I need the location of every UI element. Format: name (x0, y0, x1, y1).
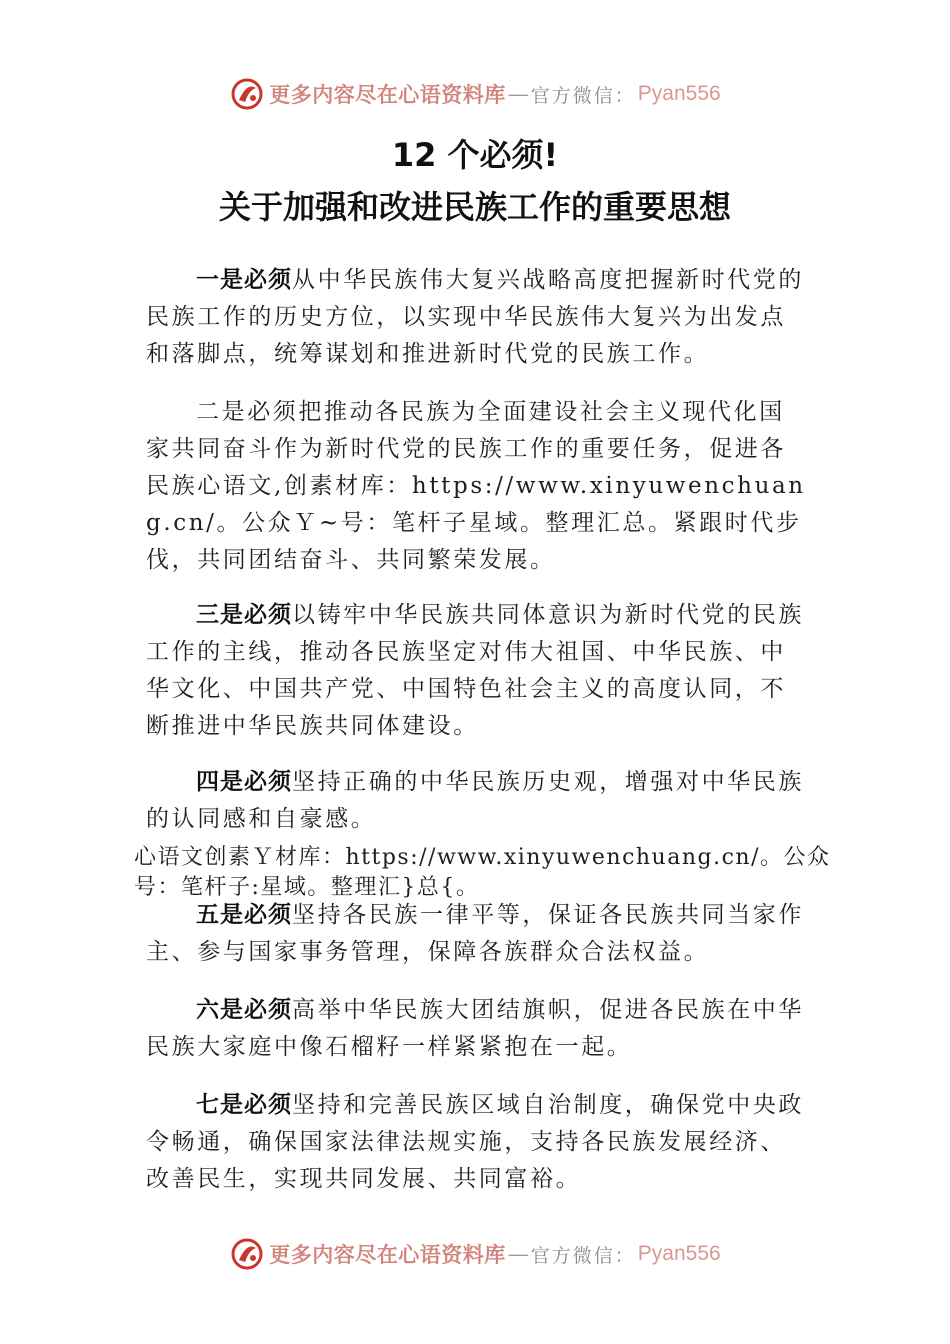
banner-slogan: 更多内容尽在心语资料库 (269, 82, 506, 107)
paragraph-lead: 六是必须 (196, 997, 292, 1023)
banner-separator: — (507, 1242, 529, 1266)
paragraph-lead: 五是必须 (196, 902, 292, 928)
paragraph-4 (146, 764, 810, 838)
paragraph-lead: 三是必须 (196, 602, 292, 628)
paragraph-text: 二是必须把推动各民族为全面建设社会主义现代化国家共同奋斗作为新时代党的民族工作的重要任务，促进各民族心语文,创素材库：https://www.xinyuwenchuang.cn/。公众Ｙ~号：笔杆子星域。整理汇总。紧跟时代步伐，共同团结奋斗、共同繁荣发展。 (146, 399, 806, 573)
page-title-line2: 关于加强和改进民族工作的重要思想 (218, 188, 731, 226)
paragraph-lead: 一是必须 (196, 267, 292, 293)
paragraph-lead: 七是必须 (196, 1092, 292, 1118)
paragraph-2 (146, 394, 810, 579)
paragraph-7 (146, 1087, 810, 1198)
banner-wechat-id: Pyan556 (637, 82, 721, 105)
paragraph-5 (146, 897, 810, 971)
page-title-line1: 12 个必须! (391, 136, 559, 174)
banner-wechat-id: Pyan556 (637, 1242, 721, 1265)
banner-wechat-label: 官方微信： (530, 84, 636, 107)
paragraph-text: 坚持各民族一律平等，保证各民族共同当家作主、参与国家事务管理，保障各族群众合法权益。 (146, 902, 804, 965)
header-banner (0, 74, 950, 114)
logo-icon (229, 76, 265, 112)
banner-slogan: 更多内容尽在心语资料库 (269, 1242, 506, 1267)
inserted-note: 心语文创素Ｙ材库：https://www.xinyuwenchuang.cn/。公众号：笔杆子:星域。整理汇}总{。 (134, 845, 831, 900)
paragraph-3 (146, 597, 810, 745)
banner-separator: — (507, 82, 529, 106)
paragraph-1 (146, 262, 810, 373)
banner-wechat-label: 官方微信： (530, 1244, 636, 1267)
paragraph-text: 坚持正确的中华民族历史观，增强对中华民族的认同感和自豪感。 (146, 769, 804, 832)
logo-icon (229, 1236, 265, 1272)
paragraph-text: 坚持和完善民族区域自治制度，确保党中央政令畅通，确保国家法律法规实施，支持各民族发展经济、改善民生，实现共同发展、共同富裕。 (146, 1092, 804, 1192)
paragraph-text: 高举中华民族大团结旗帜，促进各民族在中华民族大家庭中像石榴籽一样紧紧抱在一起。 (146, 997, 804, 1060)
footer-banner (0, 1234, 950, 1274)
paragraph-lead: 四是必须 (196, 769, 292, 795)
paragraph-text: 从中华民族伟大复兴战略高度把握新时代党的民族工作的历史方位，以实现中华民族伟大复兴为出发点和落脚点，统筹谋划和推进新时代党的民族工作。 (146, 267, 804, 367)
paragraph-6 (146, 992, 810, 1066)
paragraph-text: 以铸牢中华民族共同体意识为新时代党的民族工作的主线，推动各民族坚定对伟大祖国、中华民族、中华文化、中国共产党、中国特色社会主义的高度认同，不断推进中华民族共同体建设。 (146, 602, 804, 739)
